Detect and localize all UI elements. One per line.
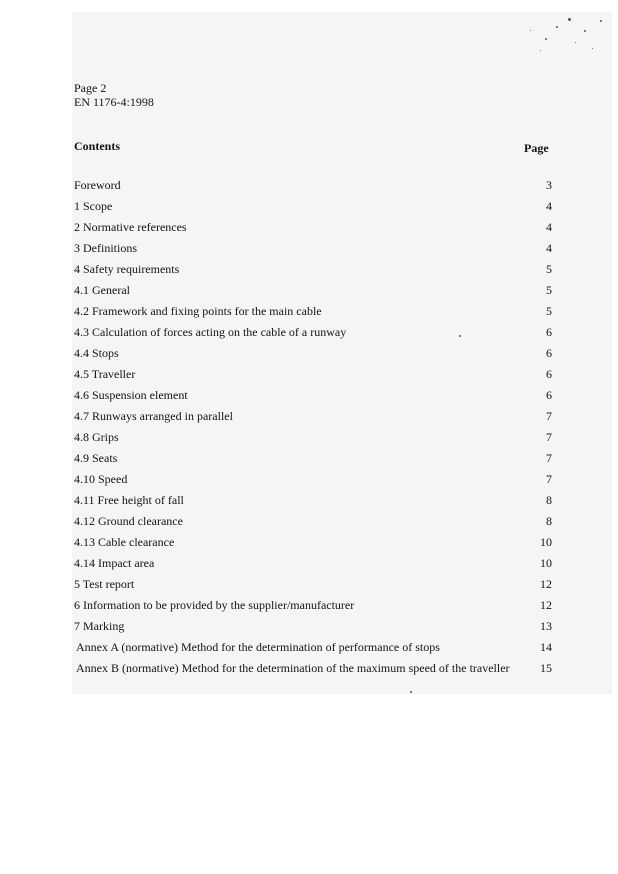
- toc-entry-title: 4.7 Runways arranged in parallel: [74, 409, 233, 423]
- toc-entry-page: 4: [546, 199, 552, 213]
- toc-entry-title: 4.9 Seats: [74, 451, 118, 465]
- toc-entry-page: 5: [546, 283, 552, 297]
- toc-entry-page: 12: [540, 598, 552, 612]
- toc-entry-title: 5 Test report: [74, 577, 135, 591]
- toc-entry-title: 7 Marking: [74, 619, 125, 633]
- toc-entry-foreword[interactable]: [74, 175, 552, 196]
- toc-entry-page: 8: [546, 493, 552, 507]
- toc-entry-runways-parallel[interactable]: [74, 406, 552, 427]
- toc-entry-scope[interactable]: [74, 196, 552, 217]
- toc-entry-page: 4: [546, 241, 552, 255]
- toc-entry-ground-clearance[interactable]: [74, 511, 552, 532]
- toc-entry-page: 6: [546, 325, 552, 339]
- toc-entry-information[interactable]: [74, 595, 552, 616]
- toc-entry-page: 6: [546, 346, 552, 360]
- toc-entry-title: Annex A (normative) Method for the determination of performance of stops: [76, 640, 440, 654]
- toc-entry-safety-requirements[interactable]: [74, 259, 552, 280]
- toc-entry-page: 6: [546, 388, 552, 402]
- toc-entry-framework[interactable]: [74, 301, 552, 322]
- toc-entry-title: 1 Scope: [74, 199, 113, 213]
- toc-entry-title: 4.2 Framework and fixing points for the main cable: [74, 304, 322, 318]
- toc-entry-annex-a[interactable]: [74, 637, 552, 658]
- toc-entry-page: 8: [546, 514, 552, 528]
- toc-entry-title: 3 Definitions: [74, 241, 137, 255]
- toc-entry-speed[interactable]: [74, 469, 552, 490]
- toc-entry-page: 4: [546, 220, 552, 234]
- toc-entry-seats[interactable]: [74, 448, 552, 469]
- toc-entry-title: 4.13 Cable clearance: [74, 535, 175, 549]
- toc-entry-page: 10: [540, 556, 552, 570]
- toc-entry-test-report[interactable]: [74, 574, 552, 595]
- toc-entry-title: 4.12 Ground clearance: [74, 514, 183, 528]
- page-number-header: Page 2: [74, 81, 107, 95]
- toc-entry-title: 4.14 Impact area: [74, 556, 155, 570]
- toc-entry-title: 4.5 Traveller: [74, 367, 136, 381]
- toc-entry-page: 14: [540, 640, 552, 654]
- toc-entry-general[interactable]: [74, 280, 552, 301]
- toc-entry-page: 12: [540, 577, 552, 591]
- toc-entry-title: 4.4 Stops: [74, 346, 119, 360]
- toc-entry-page: 3: [546, 178, 552, 192]
- toc-entry-title: Foreword: [74, 178, 121, 192]
- toc-entry-title: 4.3 Calculation of forces acting on the cable of a runway: [74, 325, 347, 339]
- toc-entry-title: 4.10 Speed: [74, 472, 128, 486]
- toc-entry-definitions[interactable]: [74, 238, 552, 259]
- toc-entry-page: 10: [540, 535, 552, 549]
- table-of-contents: [74, 175, 552, 679]
- page-column-heading: Page: [524, 141, 549, 155]
- toc-entry-grips[interactable]: [74, 427, 552, 448]
- toc-entry-marking[interactable]: [74, 616, 552, 637]
- toc-entry-normative-references[interactable]: [74, 217, 552, 238]
- toc-entry-page: 13: [540, 619, 552, 633]
- toc-entry-page: 7: [546, 451, 552, 465]
- toc-entry-impact-area[interactable]: [74, 553, 552, 574]
- toc-entry-page: 7: [546, 472, 552, 486]
- toc-entry-traveller[interactable]: [74, 364, 552, 385]
- toc-entry-title: 4.6 Suspension element: [74, 388, 188, 402]
- toc-entry-page: 7: [546, 409, 552, 423]
- toc-entry-title: Annex B (normative) Method for the determination of the maximum speed of the traveller: [76, 661, 510, 675]
- toc-entry-annex-b[interactable]: [74, 658, 552, 679]
- toc-entry-cable-clearance[interactable]: [74, 532, 552, 553]
- toc-entry-page: 5: [546, 262, 552, 276]
- toc-entry-title: 4.8 Grips: [74, 430, 119, 444]
- toc-entry-stops[interactable]: [74, 343, 552, 364]
- toc-entry-page: 6: [546, 367, 552, 381]
- toc-entry-calculation-of-forces[interactable]: [74, 322, 552, 343]
- toc-entry-title: 4.11 Free height of fall: [74, 493, 184, 507]
- toc-entry-title: 6 Information to be provided by the supplier/manufacturer: [74, 598, 355, 612]
- toc-entry-title: 2 Normative references: [74, 220, 187, 234]
- toc-entry-page: 7: [546, 430, 552, 444]
- toc-entry-title: 4.1 General: [74, 283, 130, 297]
- standard-id-header: EN 1176-4:1998: [74, 95, 154, 109]
- toc-entry-free-height-of-fall[interactable]: [74, 490, 552, 511]
- toc-entry-title: 4 Safety requirements: [74, 262, 180, 276]
- contents-heading: Contents: [74, 139, 121, 153]
- toc-entry-page: 5: [546, 304, 552, 318]
- toc-entry-suspension-element[interactable]: [74, 385, 552, 406]
- toc-entry-page: 15: [540, 661, 552, 675]
